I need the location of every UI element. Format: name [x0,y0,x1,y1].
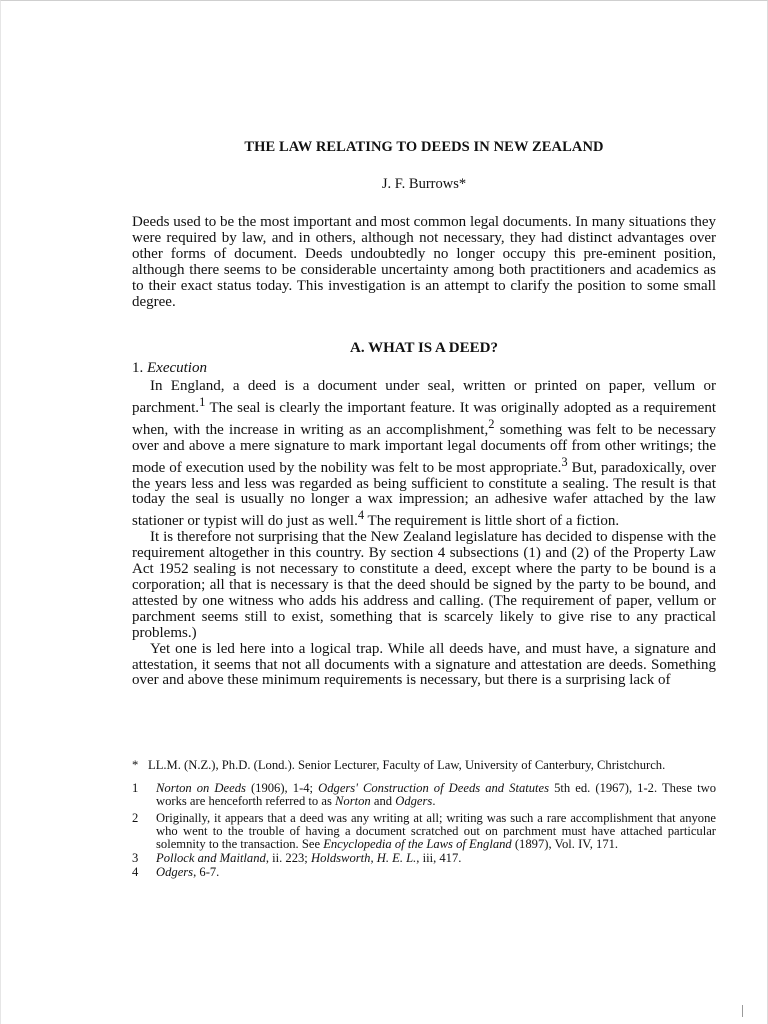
footnote-ref-1: 1 [199,394,206,409]
footnote-text [156,852,716,865]
citation-text: (1897), Vol. IV, 171. [511,837,619,851]
scan-edge-mark [742,1005,743,1017]
footnote-2 [132,812,716,851]
citation-title: Pollock and Maitland [156,851,266,865]
citation-title: Encyclopedia of the Laws of England [323,837,512,851]
footnote-text: LL.M. (N.Z.), Ph.D. (Lond.). Senior Lecturer, Faculty of Law, University of Canterbury, Christchurch. [148,758,666,772]
footnote-text [156,866,716,879]
subsection-number: 1. [132,360,144,376]
footnote-ref-4: 4 [357,508,365,523]
citation-text: (1906), 1-4; [245,781,319,795]
body-text [132,379,716,689]
citation-text: , iii, 417. [416,851,462,865]
footnote-author [132,759,716,772]
p1-text-c: something was felt to be necessary over and above a mere signature to mark important legal documents off from other writings; the mode of execution used by the nobility was felt to be most appropriate. [132,421,716,476]
citation-text: 5th ed. (1967), 1-2. These two works are henceforth referred to as [156,781,716,808]
citation-title: Norton on Deeds [156,781,246,795]
citation-text: . [432,794,436,808]
footnote-ref-3: 3 [561,454,568,469]
footnote-1 [132,782,716,808]
p1-text-a: In England, a deed is a document under seal, written or printed on paper, vellum or parchment. [132,378,716,416]
citation-title: Holdsworth, H. E. L. [310,851,417,865]
footnote-mark: 3 [132,851,139,865]
citation-title: Odgers' Construction of Deeds and Statutes [318,781,550,795]
footnote-mark: 1 [132,781,139,795]
citation-text: , ii. 223; [265,851,311,865]
footnotes [132,759,716,880]
footnote-4 [132,866,716,879]
subsection-title: Execution [147,360,207,376]
footnote-text [156,812,716,851]
footnote-mark: 2 [132,811,139,825]
p1-text-b: The seal is clearly the important feature. It was originally adopted as a requirement when, with the increase in writing as an accomplishment, [132,399,716,438]
footnote-ref-2: 2 [488,416,495,431]
subsection-heading [132,360,207,377]
article-title: THE LAW RELATING TO DEEDS IN NEW ZEALAND [244,139,604,155]
author-byline: J. F. Burrows* [381,176,467,192]
citation-text: and [370,794,396,808]
footnote-3 [132,852,716,865]
citation-title: Odgers [156,865,194,879]
body-paragraph-1 [132,379,716,530]
footnote-mark: 4 [132,865,139,879]
footnote-text [156,782,716,808]
p1-text-e: The requirement is little short of a fiction. [364,513,620,530]
footnote-mark: * [132,758,139,772]
citation-text: Originally, it appears that a deed was any writing at all; writing was such a rare accomplishment that anyone who went to the trouble of having a document scratched out on parchment must have attached particular solemnity to the transaction. See [156,811,716,851]
body-paragraph-3: Yet one is led here into a logical trap. While all deeds have, and must have, a signature and attestation, it seems that not all documents with a signature and attestation are deeds. Something over and above these minimum requirements is necessary, but there is a surprising lack of [132,640,716,689]
body-paragraph-2: It is therefore not surprising that the New Zealand legislature has decided to dispense with the requirement altogether in this country. By section 4 subsections (1) and (2) of the Property Law Act 1952 sealing is not necessary to constitute a deed, except where the party to be bound is a corporation; all that is necessary is that the deed should be signed by the party to be bound, and attested by one witness who adds his address and calling. (The requirement of paper, vellum or parchment seems still to exist, something that is scarcely likely to give rise to any practical problems.) [132,529,716,641]
citation-title: Odgers [395,794,433,808]
citation-title: Norton [335,794,371,808]
abstract-paragraph: Deeds used to be the most important and most common legal documents. In many situations they were required by law, and in others, although not necessary, they had distinct advantages over other forms of document. Deeds undoubtedly no longer occupy this pre-eminent position, although there seems to be considerable uncertainty among both practitioners and academics as to their exact status today. This investigation is an attempt to clarify the position to some small degree. [132,214,716,310]
p1-text-d: But, paradoxically, over the years less and less was regarded as being sufficient to constitute a sealing. The result is that today the seal is usually no longer a wax impression; an adhesive wafer attached by the law stationer or typist will do just as well. [132,459,716,530]
citation-text: , 6-7. [193,865,220,879]
section-heading: A. WHAT IS A DEED? [350,340,498,356]
